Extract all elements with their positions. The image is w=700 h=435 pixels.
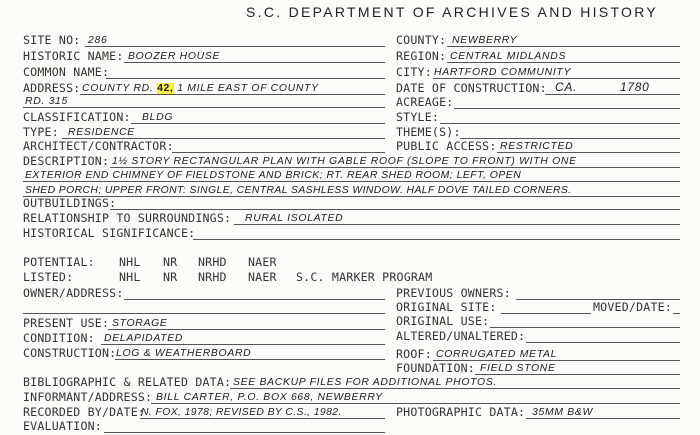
recorded-value: N. FOX, 1978; REVISED BY C.S., 1982. — [141, 407, 342, 418]
potential-naer: NAER — [248, 255, 277, 269]
photographic-value: 35MM B&W — [532, 407, 594, 418]
present-use-line — [108, 329, 385, 330]
foundation-line — [475, 374, 680, 375]
public-access-line — [497, 152, 680, 153]
present-use-value: STORAGE — [112, 318, 168, 329]
previous-owners-label: PREVIOUS OWNERS: — [396, 286, 511, 300]
historic-name-line — [124, 62, 385, 63]
foundation-label: FOUNDATION: — [396, 361, 475, 375]
historic-name-value: BOOZER HOUSE — [128, 51, 221, 62]
public-access-value: RESTRICTED — [500, 141, 574, 152]
acreage-label: ACREAGE: — [396, 95, 454, 109]
photographic-line — [526, 418, 680, 419]
date-construction-line — [545, 94, 680, 95]
date-construction-label: DATE OF CONSTRUCTION: — [396, 81, 547, 95]
type-value: RESIDENCE — [68, 127, 135, 138]
condition-label: CONDITION: — [23, 331, 95, 345]
historic-name-label: HISTORIC NAME: — [23, 49, 124, 63]
bibliographic-value: SEE BACKUP FILES FOR ADDITIONAL PHOTOS. — [233, 377, 498, 388]
original-site-label: ORIGINAL SITE: — [396, 300, 497, 314]
original-use-label: ORIGINAL USE: — [396, 314, 490, 328]
county-line — [447, 46, 680, 47]
address-value-line2: RD. 315 — [25, 96, 69, 107]
address-line — [80, 94, 385, 95]
roof-label: ROOF: — [396, 347, 432, 361]
region-line — [447, 62, 680, 63]
site-no-value: 286 — [88, 35, 108, 46]
city-line — [433, 78, 680, 79]
address-line-2 — [23, 107, 385, 108]
outbuildings-label: OUTBUILDINGS: — [23, 196, 117, 210]
style-line — [440, 123, 680, 124]
address-value: COUNTY RD. 42, 1 MILE EAST OF COUNTY — [82, 83, 319, 94]
original-use-line — [490, 327, 680, 328]
construction-label: CONSTRUCTION: — [23, 346, 117, 360]
architect-label: ARCHITECT/CONTRACTOR: — [23, 139, 174, 153]
classification-line — [131, 123, 385, 124]
informant-label: INFORMANT/ADDRESS: — [23, 390, 153, 404]
condition-line — [101, 344, 385, 345]
moved-date-label: MOVED/DATE: — [593, 300, 672, 314]
relationship-value: RURAL ISOLATED — [245, 213, 344, 224]
listed-nrhd: NRHD — [198, 270, 227, 284]
listed-nr: NR — [163, 270, 178, 284]
altered-label: ALTERED/UNALTERED: — [396, 329, 526, 343]
description-line-1 — [110, 167, 680, 168]
description-line-3 — [23, 196, 680, 197]
region-value: CENTRAL MIDLANDS — [450, 51, 567, 62]
owner-address-line-2 — [23, 313, 385, 314]
owner-address-label: OWNER/ADDRESS: — [23, 286, 124, 300]
description-value-2: EXTERIOR END CHIMNEY OF FIELDSTONE AND BRICK; RT. REAR SHED ROOM; LEFT, OPEN — [25, 170, 522, 181]
bibliographic-label: BIBLIOGRAPHIC & RELATED DATA: — [23, 375, 232, 389]
site-no-line — [85, 46, 385, 47]
bibliographic-line — [230, 388, 680, 389]
architect-line — [172, 152, 385, 153]
potential-nr: NR — [163, 255, 178, 269]
recorded-line — [140, 418, 385, 419]
potential-label: POTENTIAL: — [23, 255, 95, 269]
altered-line — [526, 342, 680, 343]
potential-nrhd: NRHD — [198, 255, 227, 269]
common-name-label: COMMON NAME: — [23, 65, 110, 79]
address-label: ADDRESS: — [23, 81, 81, 95]
condition-value: DELAPIDATED — [104, 333, 184, 344]
relationship-label: RELATIONSHIP TO SURROUNDINGS: — [23, 211, 232, 225]
region-label: REGION: — [396, 49, 447, 63]
historical-significance-line — [193, 239, 680, 240]
county-value: NEWBERRY — [452, 35, 518, 46]
address-highlight: 42, — [157, 83, 174, 94]
present-use-label: PRESENT USE: — [23, 316, 110, 330]
original-site-line — [501, 313, 591, 314]
classification-label: CLASSIFICATION: — [23, 110, 131, 124]
moved-date-line — [673, 313, 680, 314]
listed-naer: NAER — [248, 270, 277, 284]
informant-line — [151, 403, 680, 404]
type-label: TYPE: — [23, 125, 59, 139]
informant-value: BILL CARTER, P.O. BOX 668, NEWBERRY — [156, 392, 383, 403]
construction-line — [115, 359, 385, 360]
common-name-line — [106, 78, 385, 79]
description-value-1: 1½ STORY RECTANGULAR PLAN WITH GABLE ROOF (SLOPE TO FRONT) WITH ONE — [112, 156, 577, 167]
listed-label: LISTED: — [23, 270, 74, 284]
county-label: COUNTY: — [396, 33, 447, 47]
description-value-3: SHED PORCH; UPPER FRONT: SINGLE, CENTRAL SASHLESS WINDOW. HALF DOVE TAILED CORNERS. — [25, 185, 572, 196]
public-access-label: PUBLIC ACCESS: — [396, 139, 497, 153]
roof-value: CORRUGATED METAL — [436, 349, 558, 360]
date-construction-year: 1780 — [620, 80, 650, 94]
photographic-label: PHOTOGRAPHIC DATA: — [396, 405, 526, 419]
city-label: CITY: — [396, 65, 432, 79]
foundation-value: FIELD STONE — [480, 363, 556, 374]
theme-label: THEME(S): — [396, 125, 461, 139]
acreage-line — [454, 108, 680, 109]
historical-significance-label: HISTORICAL SIGNIFICANCE: — [23, 226, 196, 240]
description-line-2 — [23, 181, 680, 182]
evaluation-label: EVALUATION: — [23, 419, 102, 433]
description-label: DESCRIPTION: — [23, 154, 110, 168]
classification-value: BLDG — [142, 112, 174, 123]
listed-nhl: NHL — [119, 270, 141, 284]
outbuildings-line — [110, 209, 680, 210]
style-label: STYLE: — [396, 110, 440, 124]
potential-nhl: NHL — [119, 255, 141, 269]
city-value: HARTFORD COMMUNITY — [434, 67, 572, 78]
recorded-label: RECORDED BY/DATE: — [23, 405, 146, 419]
page-title: S.C. DEPARTMENT OF ARCHIVES AND HISTORY — [246, 4, 659, 20]
owner-address-line — [124, 299, 385, 300]
relationship-line — [234, 224, 680, 225]
date-construction-ca: CA. — [555, 80, 578, 94]
construction-value: LOG & WEATHERBOARD — [116, 348, 252, 359]
site-no-label: SITE NO: — [23, 33, 81, 47]
listed-sc-marker: S.C. MARKER PROGRAM — [296, 270, 433, 284]
evaluation-line — [104, 432, 385, 433]
